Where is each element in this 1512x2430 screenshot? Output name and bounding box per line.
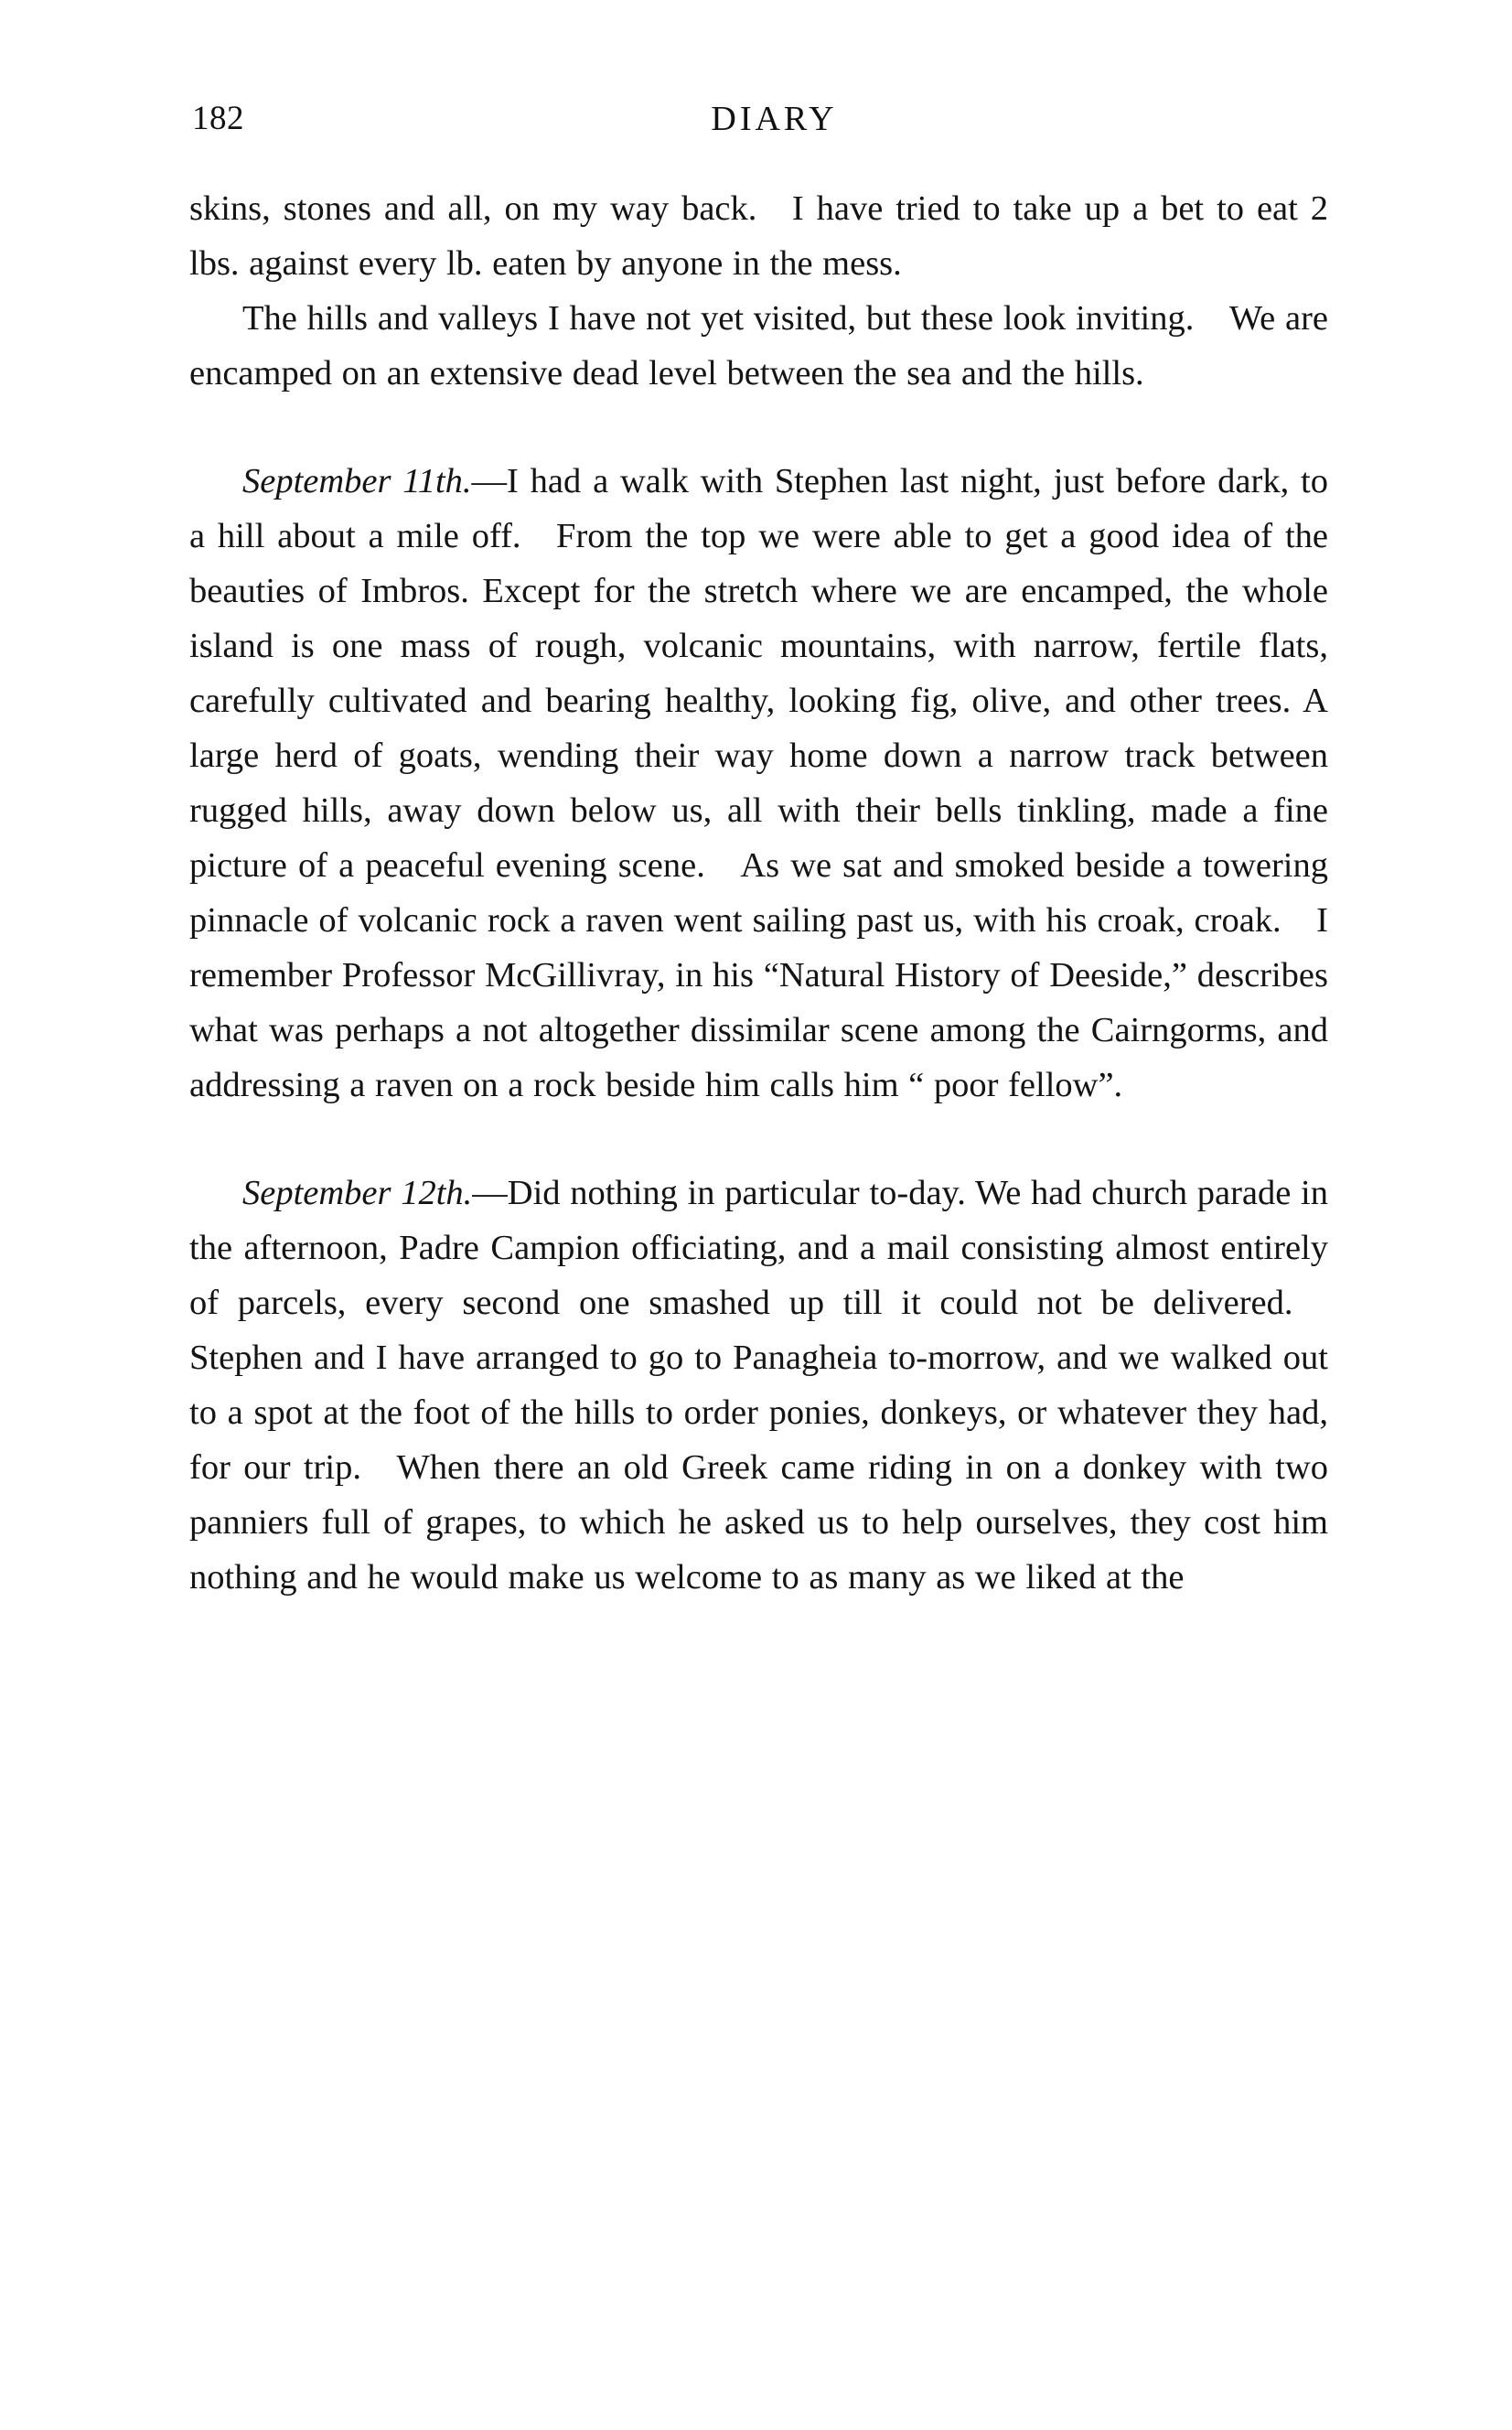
- entry-text: —Did nothing in particular to-day. We had church parade in the afternoon, Padre Campion officiating, and a mail consisting almost entirely of parcels, every second one smashed up till it could not be delivered. Stephen and I have arranged to go to Panagheia to-morrow, and we walked out to a spot at the foot of the hills to order ponies, donkeys, or whatever they had, for our trip. When there an old Greek came riding in on a donkey with two panniers full of grapes, to which he asked us to help ourselves, they cost him nothing and he would make us welcome to as many as we liked at the: [189, 1174, 1328, 1597]
- page-number: 182: [192, 100, 244, 137]
- page-header: [192, 99, 1320, 145]
- diary-entry-september-12: [189, 1166, 1328, 1605]
- entry-date-label: September 11th.: [242, 462, 472, 500]
- diary-entry-september-11: [189, 454, 1328, 1113]
- paragraph-spacer: [189, 1113, 1328, 1166]
- entry-text: —I had a walk with Stephen last night, just before dark, to a hill about a mile off. From the top we were able to get a good idea of the beauties of Imbros. Except for the stretch where we are encamped, the whole island is one mass of rough, volcanic mountains, with narrow, fertile flats, carefully cultivated and bearing healthy, looking fig, olive, and other trees. A large herd of goats, wending their way home down a narrow track between rugged hills, away down below us, all with their bells tinkling, made a fine picture of a peaceful evening scene. As we sat and smoked beside a towering pinnacle of volcanic rock a raven went sailing past us, with his croak, croak. I remember Professor McGillivray, in his “Natural History of Deeside,” describes what was perhaps a not altogether dissimilar scene among the Cairngorms, and addressing a raven on a rock beside him calls him “ poor fellow”.: [189, 462, 1328, 1104]
- paragraph: skins, stones and all, on my way back. I have tried to take up a bet to eat 2 lbs. against every lb. eaten by anyone in the mess.: [189, 189, 1328, 283]
- paragraph: The hills and valleys I have not yet visited, but these look inviting. We are encamped on an extensive dead level between the sea and the hills.: [189, 299, 1328, 392]
- entry-date-label: September 12th.: [242, 1174, 473, 1212]
- paragraph-spacer: [189, 401, 1328, 454]
- body-text-block: [189, 181, 1328, 1605]
- running-head: DIARY: [711, 100, 838, 138]
